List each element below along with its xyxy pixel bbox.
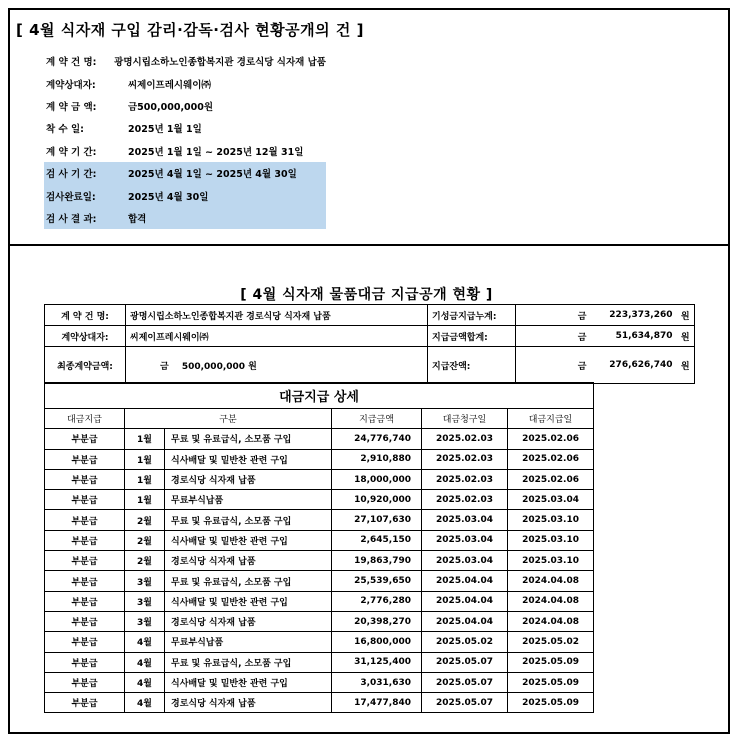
payment-type-cell: 부분급 (45, 652, 125, 672)
month-cell: 4월 (125, 672, 165, 692)
table-row (45, 571, 594, 591)
balance-value: 276,626,740 (591, 347, 677, 384)
table-row (45, 693, 594, 713)
claim-date-cell: 2025.02.03 (422, 490, 508, 510)
table-row (45, 672, 594, 692)
info-label: 계약상대자: (46, 79, 96, 91)
table-row (45, 490, 594, 510)
info-value: 금500,000,000원 (128, 101, 214, 113)
item-cell: 식사배달 및 밑반찬 관련 구입 (165, 530, 332, 550)
party-value: 씨제이프레시웨이㈜ (126, 326, 428, 347)
table-row (45, 632, 594, 652)
paid-date-cell: 2025.05.02 (508, 632, 594, 652)
paid-date-cell: 2025.03.10 (508, 551, 594, 571)
info-value: 2025년 4월 30일 (128, 191, 209, 203)
table-row (45, 469, 594, 489)
final-amount-cell (126, 347, 428, 384)
item-cell: 경로식당 식자재 납품 (165, 469, 332, 489)
month-cell: 3월 (125, 591, 165, 611)
paid-date-cell: 2025.05.09 (508, 672, 594, 692)
item-cell: 무료부식납품 (165, 490, 332, 510)
month-cell: 2월 (125, 530, 165, 550)
claim-date-cell: 2025.03.04 (422, 510, 508, 530)
info-value: 2025년 1월 1일 ~ 2025년 12월 31일 (128, 146, 304, 158)
table-row (45, 551, 594, 571)
info-value: 씨제이프레시웨이㈜ (128, 79, 211, 91)
paid-date-cell: 2025.03.10 (508, 510, 594, 530)
final-amount-label: 최종계약금액: (45, 347, 126, 384)
month-cell: 3월 (125, 571, 165, 591)
month-cell: 4월 (125, 652, 165, 672)
payment-title: [ 4월 식자재 물품대금 지급공개 현황 ] (240, 287, 493, 303)
inspection-notice-title: [ 4월 식자재 구입 감리·감독·검사 현황공개의 건 ] (16, 21, 364, 39)
info-label: 검 사 기 간: (46, 169, 97, 181)
contract-name-label: 계 약 건 명: (45, 305, 126, 326)
table-row (45, 652, 594, 672)
claim-date-cell: 2025.05.07 (422, 693, 508, 713)
info-label: 계 약 건 명: (46, 57, 97, 69)
party-label: 계약상대자: (45, 326, 126, 347)
payment-type-cell: 부분급 (45, 632, 125, 652)
amount-cell: 27,107,630 (332, 510, 422, 530)
final-amount-prefix: 금 (160, 361, 169, 372)
info-label: 착 수 일: (46, 124, 84, 136)
contract-name-value: 광명시립소하노인종합복지관 경로식당 식자재 납품 (126, 305, 428, 326)
item-cell: 식사배달 및 밑반찬 관련 구입 (165, 672, 332, 692)
info-value: 광명시립소하노인종합복지관 경로식당 식자재 납품 (114, 57, 326, 69)
paid-date-cell: 2024.04.08 (508, 591, 594, 611)
info-label: 계 약 기 간: (46, 146, 97, 158)
payment-summary-table (44, 304, 695, 384)
inspection-info-row (44, 95, 326, 117)
payment-type-cell: 부분급 (45, 672, 125, 692)
balance-label: 지급잔액: (428, 347, 516, 384)
month-cell: 1월 (125, 490, 165, 510)
item-cell: 무료 및 유료급식, 소모품 구입 (165, 571, 332, 591)
amount-cell: 2,910,880 (332, 449, 422, 469)
claim-date-cell: 2025.02.03 (422, 469, 508, 489)
table-row (45, 611, 594, 631)
item-cell: 경로식당 식자재 납품 (165, 551, 332, 571)
amount-cell: 19,863,790 (332, 551, 422, 571)
amount-cell: 2,776,280 (332, 591, 422, 611)
amount-cell: 20,398,270 (332, 611, 422, 631)
pay-sum-value: 51,634,870 (591, 326, 677, 347)
table-row (45, 530, 594, 550)
header-category: 구분 (125, 409, 332, 429)
info-label: 검사완료일: (46, 191, 96, 203)
payment-type-cell: 부분급 (45, 469, 125, 489)
info-value: 2025년 4월 1일 ~ 2025년 4월 30일 (128, 169, 297, 181)
summary-row-contract (45, 305, 695, 326)
amount-cell: 17,477,840 (332, 693, 422, 713)
amount-cell: 31,125,400 (332, 652, 422, 672)
paid-date-cell: 2025.03.10 (508, 530, 594, 550)
detail-caption: 대금지급 상세 (45, 383, 594, 409)
claim-date-cell: 2025.04.04 (422, 571, 508, 591)
claim-date-cell: 2025.04.04 (422, 591, 508, 611)
header-amount: 지급금액 (332, 409, 422, 429)
month-cell: 1월 (125, 429, 165, 449)
amount-cell: 24,776,740 (332, 429, 422, 449)
item-cell: 무료부식납품 (165, 632, 332, 652)
info-value: 2025년 1월 1일 (128, 124, 202, 136)
item-cell: 경로식당 식자재 납품 (165, 611, 332, 631)
paid-date-cell: 2025.05.09 (508, 693, 594, 713)
month-cell: 1월 (125, 449, 165, 469)
amount-cell: 16,800,000 (332, 632, 422, 652)
paid-date-cell: 2024.04.08 (508, 611, 594, 631)
paid-total-label: 기성금지급누계: (428, 305, 516, 326)
inspection-info-row (44, 72, 326, 94)
claim-date-cell: 2025.05.07 (422, 652, 508, 672)
payment-detail-table (44, 382, 594, 713)
table-row (45, 449, 594, 469)
header-claim-date: 대금청구일 (422, 409, 508, 429)
payment-type-cell: 부분급 (45, 490, 125, 510)
final-amount-value: 500,000,000 원 (181, 361, 257, 372)
paid-date-cell: 2024.04.08 (508, 571, 594, 591)
info-label: 검 사 결 과: (46, 213, 97, 225)
claim-date-cell: 2025.05.07 (422, 672, 508, 692)
payment-type-cell: 부분급 (45, 591, 125, 611)
table-row (45, 429, 594, 449)
detail-header-row (45, 409, 594, 429)
info-value: 합격 (128, 213, 147, 225)
paid-total-prefix: 금 (516, 305, 591, 326)
balance-unit: 원 (677, 347, 695, 384)
inspection-info-row (44, 140, 326, 162)
header-paid-date: 대금지급일 (508, 409, 594, 429)
payment-type-cell: 부분급 (45, 530, 125, 550)
claim-date-cell: 2025.04.04 (422, 611, 508, 631)
info-label: 계 약 금 액: (46, 101, 97, 113)
month-cell: 3월 (125, 611, 165, 631)
claim-date-cell: 2025.02.03 (422, 449, 508, 469)
table-row (45, 510, 594, 530)
item-cell: 무료 및 유료급식, 소모품 구입 (165, 429, 332, 449)
pay-sum-prefix: 금 (516, 326, 591, 347)
table-row (45, 591, 594, 611)
inspection-info-row (44, 184, 326, 206)
payment-type-cell: 부분급 (45, 611, 125, 631)
paid-date-cell: 2025.02.06 (508, 429, 594, 449)
payment-type-cell: 부분급 (45, 510, 125, 530)
inspection-info-row (44, 117, 326, 139)
item-cell: 무료 및 유료급식, 소모품 구입 (165, 510, 332, 530)
payment-type-cell: 부분급 (45, 693, 125, 713)
item-cell: 식사배달 및 밑반찬 관련 구입 (165, 591, 332, 611)
payment-type-cell: 부분급 (45, 571, 125, 591)
item-cell: 경로식당 식자재 납품 (165, 693, 332, 713)
month-cell: 4월 (125, 632, 165, 652)
paid-date-cell: 2025.05.09 (508, 652, 594, 672)
pay-sum-label: 지급금액합계: (428, 326, 516, 347)
claim-date-cell: 2025.03.04 (422, 551, 508, 571)
paid-date-cell: 2025.03.04 (508, 490, 594, 510)
pay-sum-unit: 원 (677, 326, 695, 347)
month-cell: 1월 (125, 469, 165, 489)
paid-total-value: 223,373,260 (591, 305, 677, 326)
paid-date-cell: 2025.02.06 (508, 449, 594, 469)
amount-cell: 25,539,650 (332, 571, 422, 591)
amount-cell: 2,645,150 (332, 530, 422, 550)
amount-cell: 3,031,630 (332, 672, 422, 692)
month-cell: 2월 (125, 551, 165, 571)
item-cell: 무료 및 유료급식, 소모품 구입 (165, 652, 332, 672)
month-cell: 2월 (125, 510, 165, 530)
payment-type-cell: 부분급 (45, 449, 125, 469)
payment-type-cell: 부분급 (45, 551, 125, 571)
claim-date-cell: 2025.05.02 (422, 632, 508, 652)
paid-total-unit: 원 (677, 305, 695, 326)
inspection-info-row (44, 207, 326, 229)
paid-date-cell: 2025.02.06 (508, 469, 594, 489)
payment-type-cell: 부분급 (45, 429, 125, 449)
summary-row-party (45, 326, 695, 347)
amount-cell: 18,000,000 (332, 469, 422, 489)
claim-date-cell: 2025.02.03 (422, 429, 508, 449)
amount-cell: 10,920,000 (332, 490, 422, 510)
month-cell: 4월 (125, 693, 165, 713)
balance-prefix: 금 (516, 347, 591, 384)
summary-row-final (45, 347, 695, 384)
header-payment-type: 대금지급 (45, 409, 125, 429)
claim-date-cell: 2025.03.04 (422, 530, 508, 550)
inspection-info-row (44, 50, 326, 72)
item-cell: 식사배달 및 밑반찬 관련 구입 (165, 449, 332, 469)
inspection-info-row (44, 162, 326, 184)
inspection-info-list (44, 50, 326, 229)
detail-caption-row (45, 383, 594, 409)
